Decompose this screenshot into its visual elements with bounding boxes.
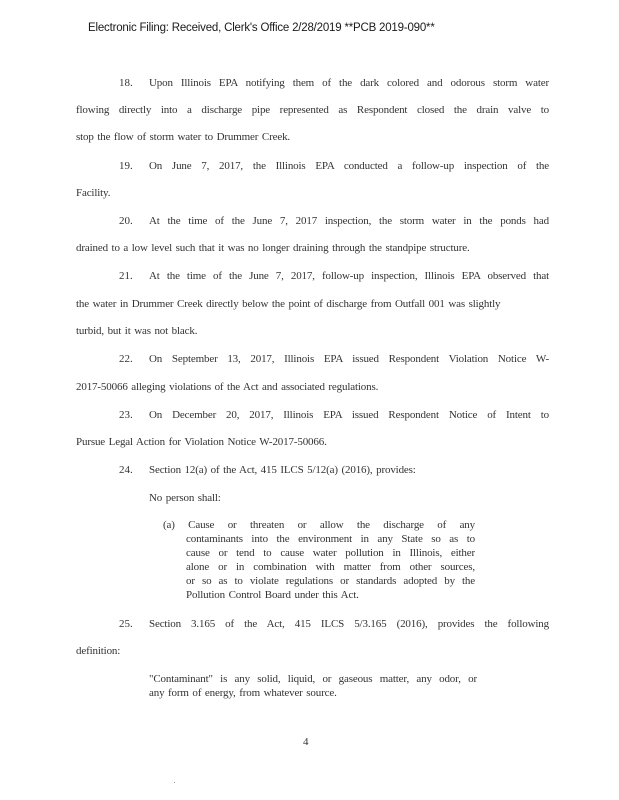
quote-intro: No person shall: bbox=[149, 492, 221, 504]
paragraph-24-line-1: Section 12(a) of the Act, 415 ILCS 5/12(a) (2016), provides: bbox=[149, 464, 416, 476]
paragraph-number: 23. bbox=[119, 409, 133, 421]
quote-line: alone or in combination with matter from other sources, bbox=[186, 561, 475, 573]
paragraph-19-line-1: On June 7, 2017, the Illinois EPA conducted a follow-up inspection of the bbox=[149, 160, 549, 172]
filing-stamp-header: Electronic Filing: Received, Clerk's Office 2/28/2019 **PCB 2019-090** bbox=[88, 22, 435, 34]
paragraph-18-line-1: Upon Illinois EPA notifying them of the dark colored and odorous storm water bbox=[149, 77, 549, 89]
paragraph-number: 20. bbox=[119, 215, 133, 227]
paragraph-18-line-3: stop the flow of storm water to Drummer Creek. bbox=[76, 131, 291, 143]
paragraph-23-line-2: Pursue Legal Action for Violation Notice W-2017-50066. bbox=[76, 436, 327, 448]
paragraph-25-line-2: definition: bbox=[76, 645, 121, 657]
quote-line: Pollution Control Board under this Act. bbox=[186, 589, 359, 601]
paragraph-21-line-2: the water in Drummer Creek directly below the point of discharge from Outfall 001 was slightly bbox=[76, 298, 501, 310]
paragraph-18-line-2: flowing directly into a discharge pipe represented as Respondent closed the drain valve to bbox=[76, 104, 549, 116]
quote-line: any form of energy, from whatever source. bbox=[149, 687, 337, 699]
paragraph-20-line-1: At the time of the June 7, 2017 inspection, the storm water in the ponds had bbox=[149, 215, 549, 227]
quote-line: or so as to violate regulations or standards adopted by the bbox=[186, 575, 475, 587]
paragraph-number: 21. bbox=[119, 270, 133, 282]
paragraph-number: 22. bbox=[119, 353, 133, 365]
paragraph-21-line-1: At the time of the June 7, 2017, follow-up inspection, Illinois EPA observed that bbox=[149, 270, 549, 282]
paragraph-25-line-1: Section 3.165 of the Act, 415 ILCS 5/3.165 (2016), provides the following bbox=[149, 618, 549, 630]
page-number: 4 bbox=[303, 736, 309, 748]
quote-line: "Contaminant" is any solid, liquid, or gaseous matter, any odor, or bbox=[149, 673, 477, 685]
paragraph-20-line-2: drained to a low level such that it was no longer draining through the standpipe structure. bbox=[76, 242, 470, 254]
paragraph-number: 24. bbox=[119, 464, 133, 476]
scan-artifact bbox=[174, 782, 175, 783]
paragraph-19-line-2: Facility. bbox=[76, 187, 111, 199]
paragraph-number: 25. bbox=[119, 618, 133, 630]
paragraph-22-line-2: 2017-50066 alleging violations of the Act and associated regulations. bbox=[76, 381, 379, 393]
quote-line: (a) Cause or threaten or allow the discharge of any bbox=[163, 519, 475, 531]
quote-line: contaminants into the environment in any State so as to bbox=[186, 533, 475, 545]
paragraph-22-line-1: On September 13, 2017, Illinois EPA issued Respondent Violation Notice W- bbox=[149, 353, 549, 365]
paragraph-23-line-1: On December 20, 2017, Illinois EPA issued Respondent Notice of Intent to bbox=[149, 409, 549, 421]
paragraph-21-line-3: turbid, but it was not black. bbox=[76, 325, 198, 337]
paragraph-number: 19. bbox=[119, 160, 133, 172]
paragraph-number: 18. bbox=[119, 77, 133, 89]
quote-line: cause or tend to cause water pollution in Illinois, either bbox=[186, 547, 475, 559]
